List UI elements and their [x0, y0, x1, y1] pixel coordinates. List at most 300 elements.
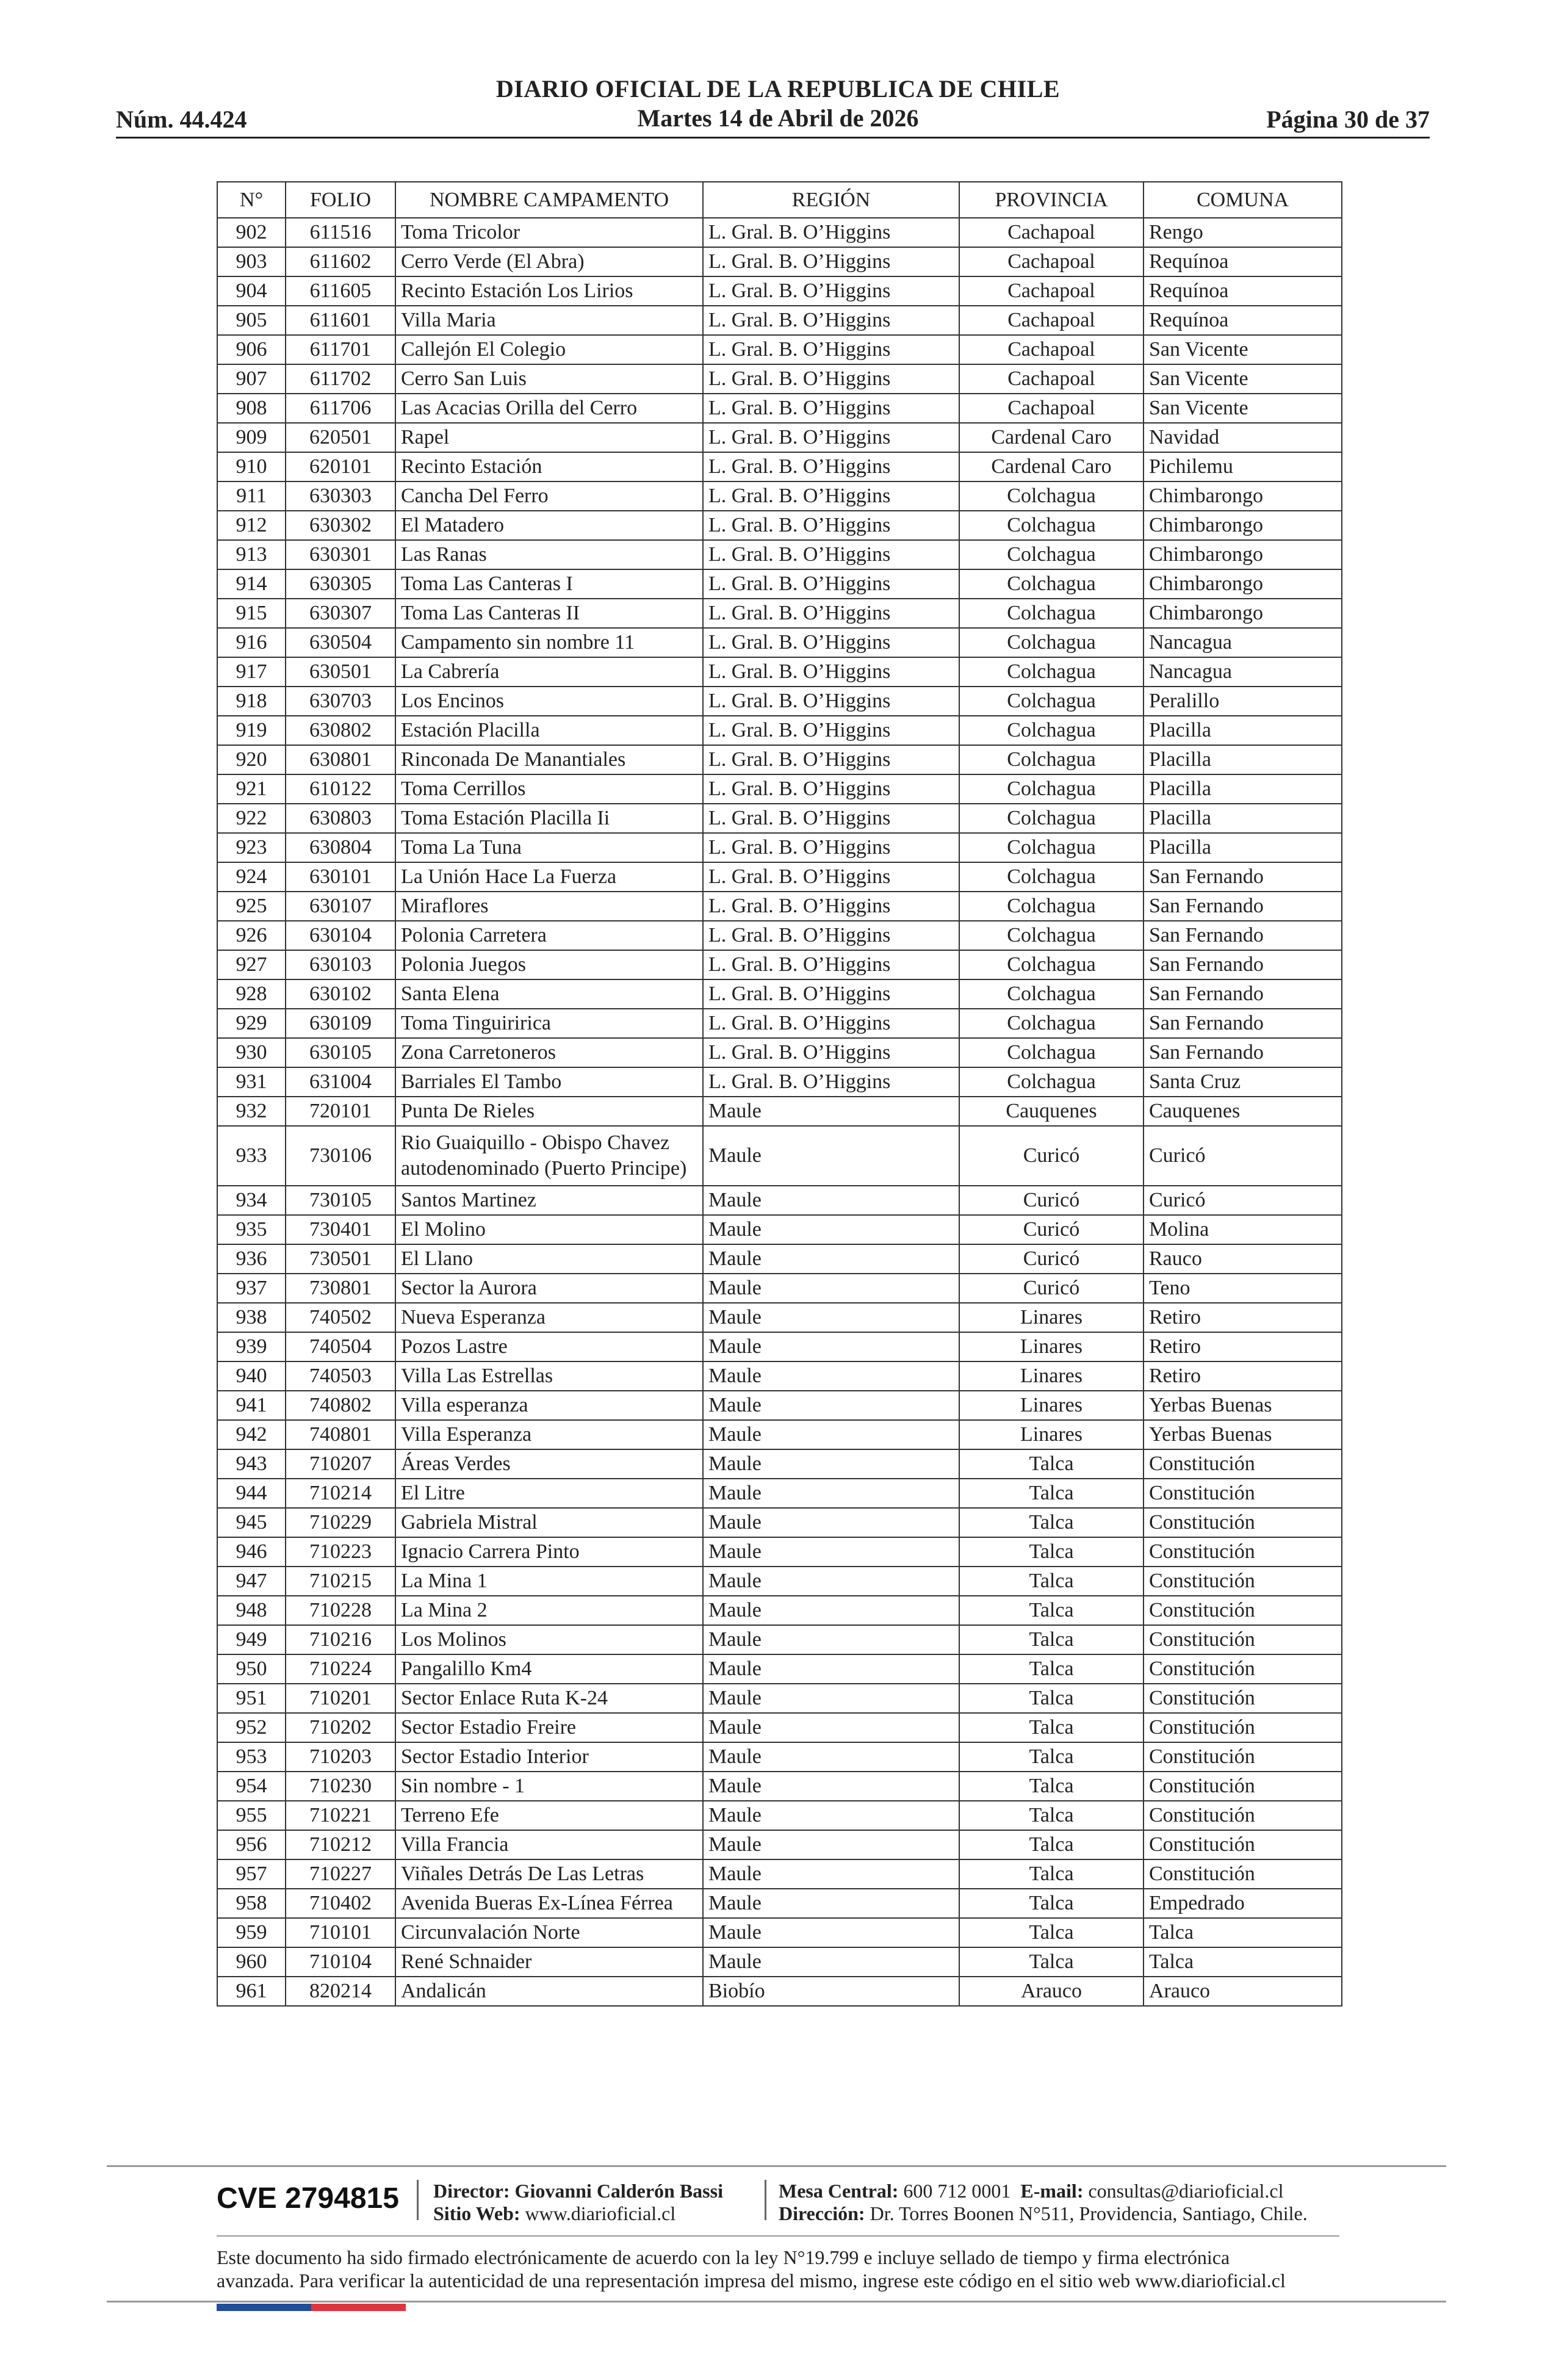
table-row: [217, 1244, 1342, 1274]
cell-region: Maule: [703, 1449, 959, 1479]
cell-region: L. Gral. B. O’Higgins: [703, 745, 959, 774]
cell-folio: 710216: [286, 1625, 395, 1654]
cell-nombre: Villa Las Estrellas: [395, 1361, 703, 1391]
table-row: [217, 774, 1342, 804]
issue-date: Martes 14 de Abril de 2026: [637, 104, 919, 132]
cell-provincia: Talca: [959, 1889, 1144, 1918]
cell-nombre: La Mina 2: [395, 1596, 703, 1625]
cell-folio: 630105: [286, 1038, 395, 1067]
table-row: [217, 1947, 1342, 1977]
footer-separator: [417, 2180, 419, 2220]
cell-comuna: Curicó: [1144, 1186, 1342, 1215]
table-row: [217, 511, 1342, 540]
cell-provincia: Curicó: [959, 1215, 1144, 1244]
cell-folio: 740502: [286, 1303, 395, 1332]
cell-provincia: Colchagua: [959, 950, 1144, 979]
cell-nombre: Recinto Estación: [395, 452, 703, 481]
table-row: [217, 1126, 1342, 1186]
table-row: [217, 1537, 1342, 1567]
footer-separator: [765, 2180, 766, 2220]
cell-comuna: Requínoa: [1144, 247, 1342, 276]
cell-number: 953: [217, 1742, 286, 1772]
cell-nombre: Andalicán: [395, 1977, 703, 2006]
table-row: [217, 276, 1342, 306]
cell-comuna: Teno: [1144, 1274, 1342, 1303]
cell-folio: 740801: [286, 1420, 395, 1449]
cell-provincia: Linares: [959, 1303, 1144, 1332]
cell-comuna: Chimbarongo: [1144, 511, 1342, 540]
cell-folio: 710214: [286, 1479, 395, 1508]
cell-nombre: Villa Esperanza: [395, 1420, 703, 1449]
cell-number: 937: [217, 1274, 286, 1303]
cell-provincia: Curicó: [959, 1274, 1144, 1303]
cell-provincia: Cardenal Caro: [959, 423, 1144, 452]
cell-provincia: Linares: [959, 1420, 1144, 1449]
cell-provincia: Colchagua: [959, 921, 1144, 950]
issue-number: Núm. 44.424: [116, 106, 247, 133]
director-label: Director:: [433, 2180, 510, 2202]
cell-folio: 611702: [286, 364, 395, 394]
cell-number: 918: [217, 687, 286, 716]
cell-nombre: Avenida Bueras Ex-Línea Férrea: [395, 1889, 703, 1918]
table-row: [217, 452, 1342, 481]
cell-folio: 611516: [286, 218, 395, 247]
table-row: [217, 1361, 1342, 1391]
table-row: [217, 1186, 1342, 1215]
cell-comuna: Constitución: [1144, 1508, 1342, 1537]
table-row: [217, 569, 1342, 599]
cell-region: L. Gral. B. O’Higgins: [703, 394, 959, 423]
table-row: [217, 394, 1342, 423]
cell-nombre: Polonia Juegos: [395, 950, 703, 979]
cell-comuna: Chimbarongo: [1144, 481, 1342, 511]
cell-nombre: Santa Elena: [395, 979, 703, 1009]
cell-nombre: Sector Estadio Freire: [395, 1713, 703, 1742]
table-row: [217, 1742, 1342, 1772]
cell-number: 914: [217, 569, 286, 599]
legal-line: Este documento ha sido firmado electrónicamente de acuerdo con la ley N°19.799 e incluye sellado de tiempo y firma electrónica: [217, 2246, 1230, 2268]
cell-number: 926: [217, 921, 286, 950]
cell-comuna: Constitución: [1144, 1859, 1342, 1889]
cell-nombre: Rapel: [395, 423, 703, 452]
cell-number: 906: [217, 335, 286, 364]
cell-provincia: Talca: [959, 1859, 1144, 1889]
table-row: [217, 1508, 1342, 1537]
cell-provincia: Cachapoal: [959, 364, 1144, 394]
cell-nombre: Toma Estación Placilla Ii: [395, 804, 703, 833]
cell-number: 922: [217, 804, 286, 833]
cell-provincia: Colchagua: [959, 1009, 1144, 1038]
table-row: [217, 1332, 1342, 1361]
cell-provincia: Talca: [959, 1742, 1144, 1772]
table-row: [217, 1009, 1342, 1038]
table-row: [217, 892, 1342, 921]
cell-region: L. Gral. B. O’Higgins: [703, 306, 959, 335]
cell-nombre: Punta De Rieles: [395, 1097, 703, 1126]
cell-nombre: Toma Cerrillos: [395, 774, 703, 804]
table-row: [217, 950, 1342, 979]
flag-bar-blue: [217, 2304, 311, 2311]
cell-number: 943: [217, 1449, 286, 1479]
cell-provincia: Cardenal Caro: [959, 452, 1144, 481]
cell-comuna: Constitución: [1144, 1449, 1342, 1479]
table-row: [217, 306, 1342, 335]
cell-folio: 710212: [286, 1830, 395, 1859]
cell-number: 936: [217, 1244, 286, 1274]
cell-folio: 710227: [286, 1859, 395, 1889]
cell-comuna: Pichilemu: [1144, 452, 1342, 481]
cell-folio: 611701: [286, 335, 395, 364]
table-row: [217, 599, 1342, 628]
cell-folio: 630804: [286, 833, 395, 862]
cell-number: 930: [217, 1038, 286, 1067]
cell-folio: 710230: [286, 1772, 395, 1801]
cell-nombre: Campamento sin nombre 11: [395, 628, 703, 657]
cell-provincia: Colchagua: [959, 657, 1144, 687]
cell-folio: 630301: [286, 540, 395, 569]
mesa-phone: 600 712 0001: [903, 2180, 1011, 2202]
cell-number: 927: [217, 950, 286, 979]
col-header-folio: FOLIO: [286, 182, 395, 218]
cell-region: Maule: [703, 1567, 959, 1596]
cell-nombre: El Matadero: [395, 511, 703, 540]
cell-region: L. Gral. B. O’Higgins: [703, 540, 959, 569]
cell-folio: 630103: [286, 950, 395, 979]
cell-region: L. Gral. B. O’Higgins: [703, 276, 959, 306]
mesa-label: Mesa Central:: [779, 2180, 899, 2202]
table-row: [217, 218, 1342, 247]
table-row: [217, 423, 1342, 452]
cell-folio: 710402: [286, 1889, 395, 1918]
newspaper-title: DIARIO OFICIAL DE LA REPUBLICA DE CHILE: [495, 75, 1061, 103]
cell-number: 925: [217, 892, 286, 921]
footer-divider-middle: [217, 2235, 1339, 2237]
cell-folio: 730105: [286, 1186, 395, 1215]
cell-number: 935: [217, 1215, 286, 1244]
cell-comuna: Peralillo: [1144, 687, 1342, 716]
cell-region: L. Gral. B. O’Higgins: [703, 950, 959, 979]
cell-folio: 740504: [286, 1332, 395, 1361]
cell-folio: 710229: [286, 1508, 395, 1537]
cell-nombre: Nueva Esperanza: [395, 1303, 703, 1332]
cell-region: Maule: [703, 1244, 959, 1274]
cell-number: 910: [217, 452, 286, 481]
cell-folio: 611602: [286, 247, 395, 276]
cell-provincia: Colchagua: [959, 745, 1144, 774]
cell-region: L. Gral. B. O’Higgins: [703, 247, 959, 276]
cell-folio: 710207: [286, 1449, 395, 1479]
cell-provincia: Colchagua: [959, 481, 1144, 511]
cell-provincia: Colchagua: [959, 774, 1144, 804]
cell-folio: 630104: [286, 921, 395, 950]
table-row: [217, 1654, 1342, 1684]
cell-provincia: Talca: [959, 1567, 1144, 1596]
table-row: [217, 1684, 1342, 1713]
cell-nombre: Sector la Aurora: [395, 1274, 703, 1303]
cell-provincia: Talca: [959, 1449, 1144, 1479]
cell-region: L. Gral. B. O’Higgins: [703, 1038, 959, 1067]
cell-comuna: Chimbarongo: [1144, 599, 1342, 628]
cell-nombre: Toma Las Canteras II: [395, 599, 703, 628]
cell-comuna: San Fernando: [1144, 862, 1342, 892]
cell-comuna: Yerbas Buenas: [1144, 1391, 1342, 1420]
cell-region: Maule: [703, 1654, 959, 1684]
cell-comuna: Constitución: [1144, 1479, 1342, 1508]
cell-nombre: Villa Francia: [395, 1830, 703, 1859]
cell-nombre: El Litre: [395, 1479, 703, 1508]
cell-region: L. Gral. B. O’Higgins: [703, 892, 959, 921]
cell-number: 924: [217, 862, 286, 892]
cell-folio: 630703: [286, 687, 395, 716]
cell-provincia: Cachapoal: [959, 335, 1144, 364]
table-row: [217, 1479, 1342, 1508]
cell-folio: 720101: [286, 1097, 395, 1126]
cell-region: L. Gral. B. O’Higgins: [703, 716, 959, 745]
cell-comuna: Santa Cruz: [1144, 1067, 1342, 1097]
cell-folio: 710203: [286, 1742, 395, 1772]
cell-region: Maule: [703, 1332, 959, 1361]
cell-region: Maule: [703, 1684, 959, 1713]
table-row: [217, 1391, 1342, 1420]
cell-comuna: Constitución: [1144, 1567, 1342, 1596]
cell-comuna: San Vicente: [1144, 394, 1342, 423]
cell-number: 958: [217, 1889, 286, 1918]
cell-folio: 630302: [286, 511, 395, 540]
campamentos-table: [217, 181, 1342, 2007]
col-header-region: REGIÓN: [703, 182, 959, 218]
table-row: [217, 716, 1342, 745]
cell-folio: 730801: [286, 1274, 395, 1303]
email-label: E-mail:: [1020, 2180, 1084, 2202]
cell-number: 940: [217, 1361, 286, 1391]
table-row: [217, 1567, 1342, 1596]
cell-comuna: Constitución: [1144, 1537, 1342, 1567]
cell-nombre: Las Acacias Orilla del Cerro: [395, 394, 703, 423]
email-link[interactable]: consultas@diarioficial.cl: [1088, 2180, 1284, 2202]
cell-number: 923: [217, 833, 286, 862]
cell-provincia: Talca: [959, 1537, 1144, 1567]
cell-comuna: Talca: [1144, 1947, 1342, 1977]
cell-region: Maule: [703, 1303, 959, 1332]
cell-number: 920: [217, 745, 286, 774]
col-header-provincia: PROVINCIA: [959, 182, 1144, 218]
cell-comuna: San Fernando: [1144, 1009, 1342, 1038]
website-link[interactable]: www.diarioficial.cl: [525, 2202, 676, 2224]
table-row: [217, 804, 1342, 833]
cell-folio: 630102: [286, 979, 395, 1009]
cell-folio: 730401: [286, 1215, 395, 1244]
cell-nombre: La Cabrería: [395, 657, 703, 687]
cell-nombre: Miraflores: [395, 892, 703, 921]
cell-folio: 631004: [286, 1067, 395, 1097]
cell-provincia: Linares: [959, 1391, 1144, 1420]
cell-folio: 710221: [286, 1801, 395, 1830]
cell-number: 947: [217, 1567, 286, 1596]
cell-region: L. Gral. B. O’Higgins: [703, 921, 959, 950]
cell-number: 929: [217, 1009, 286, 1038]
cell-folio: 740503: [286, 1361, 395, 1391]
table-row: [217, 862, 1342, 892]
cell-provincia: Talca: [959, 1684, 1144, 1713]
footer-divider-top: [107, 2165, 1446, 2167]
cell-comuna: Rauco: [1144, 1244, 1342, 1274]
cell-number: 907: [217, 364, 286, 394]
cell-provincia: Talca: [959, 1479, 1144, 1508]
cell-comuna: Constitución: [1144, 1713, 1342, 1742]
cell-folio: 630501: [286, 657, 395, 687]
cell-provincia: Colchagua: [959, 628, 1144, 657]
cell-comuna: Rengo: [1144, 218, 1342, 247]
table-row: [217, 247, 1342, 276]
cell-comuna: Constitución: [1144, 1596, 1342, 1625]
cell-region: Maule: [703, 1625, 959, 1654]
cell-provincia: Colchagua: [959, 599, 1144, 628]
cell-number: 955: [217, 1801, 286, 1830]
cell-provincia: Talca: [959, 1654, 1144, 1684]
cell-comuna: Arauco: [1144, 1977, 1342, 2006]
cell-nombre: Sector Enlace Ruta K-24: [395, 1684, 703, 1713]
cell-number: 944: [217, 1479, 286, 1508]
cell-nombre: Las Ranas: [395, 540, 703, 569]
cell-provincia: Colchagua: [959, 569, 1144, 599]
cell-provincia: Talca: [959, 1918, 1144, 1947]
cell-number: 904: [217, 276, 286, 306]
cell-region: L. Gral. B. O’Higgins: [703, 804, 959, 833]
cell-region: Maule: [703, 1801, 959, 1830]
table-row: [217, 364, 1342, 394]
cell-nombre: Cancha Del Ferro: [395, 481, 703, 511]
cell-number: 909: [217, 423, 286, 452]
cell-nombre: Terreno Efe: [395, 1801, 703, 1830]
cell-provincia: Colchagua: [959, 687, 1144, 716]
cell-provincia: Cauquenes: [959, 1097, 1144, 1126]
cell-nombre: Zona Carretoneros: [395, 1038, 703, 1067]
cell-comuna: Yerbas Buenas: [1144, 1420, 1342, 1449]
cell-nombre: Recinto Estación Los Lirios: [395, 276, 703, 306]
cell-number: 950: [217, 1654, 286, 1684]
cell-region: L. Gral. B. O’Higgins: [703, 774, 959, 804]
legal-line: avanzada. Para verificar la autenticidad de una representación impresa del mismo, ingrese este código en el sitio web www.diarioficial.cl: [217, 2270, 1286, 2292]
cell-region: L. Gral. B. O’Higgins: [703, 511, 959, 540]
cell-provincia: Talca: [959, 1801, 1144, 1830]
cell-number: 959: [217, 1918, 286, 1947]
footer-director-block: [433, 2180, 723, 2225]
table-row: [217, 1420, 1342, 1449]
cell-region: L. Gral. B. O’Higgins: [703, 481, 959, 511]
address-value: Dr. Torres Boonen N°511, Providencia, Santiago, Chile.: [870, 2202, 1308, 2224]
cell-nombre: Pozos Lastre: [395, 1332, 703, 1361]
cell-provincia: Arauco: [959, 1977, 1144, 2006]
cell-nombre: Cerro Verde (El Abra): [395, 247, 703, 276]
cell-comuna: San Fernando: [1144, 921, 1342, 950]
cell-comuna: Navidad: [1144, 423, 1342, 452]
cell-number: 949: [217, 1625, 286, 1654]
cell-comuna: San Fernando: [1144, 950, 1342, 979]
cell-provincia: Colchagua: [959, 1038, 1144, 1067]
cell-folio: 630801: [286, 745, 395, 774]
cell-nombre: Circunvalación Norte: [395, 1918, 703, 1947]
cell-nombre: Sector Estadio Interior: [395, 1742, 703, 1772]
cell-region: Maule: [703, 1097, 959, 1126]
cell-nombre: Áreas Verdes: [395, 1449, 703, 1479]
cell-region: L. Gral. B. O’Higgins: [703, 423, 959, 452]
cell-number: 938: [217, 1303, 286, 1332]
cell-number: 954: [217, 1772, 286, 1801]
cell-nombre: Viñales Detrás De Las Letras: [395, 1859, 703, 1889]
cell-folio: 630802: [286, 716, 395, 745]
cell-nombre: René Schnaider: [395, 1947, 703, 1977]
cell-comuna: Talca: [1144, 1918, 1342, 1947]
cell-comuna: Constitución: [1144, 1625, 1342, 1654]
cell-number: 913: [217, 540, 286, 569]
cell-region: L. Gral. B. O’Higgins: [703, 979, 959, 1009]
cell-region: L. Gral. B. O’Higgins: [703, 452, 959, 481]
cell-region: L. Gral. B. O’Higgins: [703, 687, 959, 716]
cell-region: Maule: [703, 1918, 959, 1947]
flag-bar-red: [311, 2304, 406, 2311]
cell-folio: 730106: [286, 1126, 395, 1186]
cell-number: 952: [217, 1713, 286, 1742]
cell-folio: 630504: [286, 628, 395, 657]
cell-provincia: Talca: [959, 1713, 1144, 1742]
cell-provincia: Colchagua: [959, 862, 1144, 892]
cell-region: Maule: [703, 1859, 959, 1889]
cell-region: Maule: [703, 1126, 959, 1186]
table-row: [217, 1772, 1342, 1801]
cell-number: 915: [217, 599, 286, 628]
cell-comuna: Molina: [1144, 1215, 1342, 1244]
cell-provincia: Talca: [959, 1830, 1144, 1859]
cell-number: 961: [217, 1977, 286, 2006]
page-indicator: Página 30 de 37: [1266, 106, 1430, 133]
cell-nombre: Callejón El Colegio: [395, 335, 703, 364]
cell-number: 948: [217, 1596, 286, 1625]
cell-provincia: Cachapoal: [959, 306, 1144, 335]
cell-provincia: Cachapoal: [959, 247, 1144, 276]
cell-number: 960: [217, 1947, 286, 1977]
cell-region: L. Gral. B. O’Higgins: [703, 364, 959, 394]
cell-nombre: El Llano: [395, 1244, 703, 1274]
cell-comuna: Nancagua: [1144, 628, 1342, 657]
table-row: [217, 540, 1342, 569]
table-row: [217, 1038, 1342, 1067]
table-row: [217, 628, 1342, 657]
table-row: [217, 657, 1342, 687]
cell-provincia: Colchagua: [959, 979, 1144, 1009]
cell-comuna: Placilla: [1144, 716, 1342, 745]
cell-provincia: Colchagua: [959, 892, 1144, 921]
cell-number: 932: [217, 1097, 286, 1126]
cell-number: 946: [217, 1537, 286, 1567]
table-row: [217, 1625, 1342, 1654]
cell-number: 931: [217, 1067, 286, 1097]
cell-region: L. Gral. B. O’Higgins: [703, 1009, 959, 1038]
cell-nombre: Ignacio Carrera Pinto: [395, 1537, 703, 1567]
cell-number: 933: [217, 1126, 286, 1186]
cell-nombre: El Molino: [395, 1215, 703, 1244]
cell-number: 905: [217, 306, 286, 335]
cell-number: 957: [217, 1859, 286, 1889]
cell-provincia: Colchagua: [959, 716, 1144, 745]
col-header-nombre: NOMBRE CAMPAMENTO: [395, 182, 703, 218]
address-label: Dirección:: [779, 2202, 865, 2224]
cell-comuna: Constitución: [1144, 1684, 1342, 1713]
cell-nombre: Toma Las Canteras I: [395, 569, 703, 599]
cell-region: Biobío: [703, 1977, 959, 2006]
table-row: [217, 1830, 1342, 1859]
cell-region: Maule: [703, 1596, 959, 1625]
cell-region: Maule: [703, 1772, 959, 1801]
